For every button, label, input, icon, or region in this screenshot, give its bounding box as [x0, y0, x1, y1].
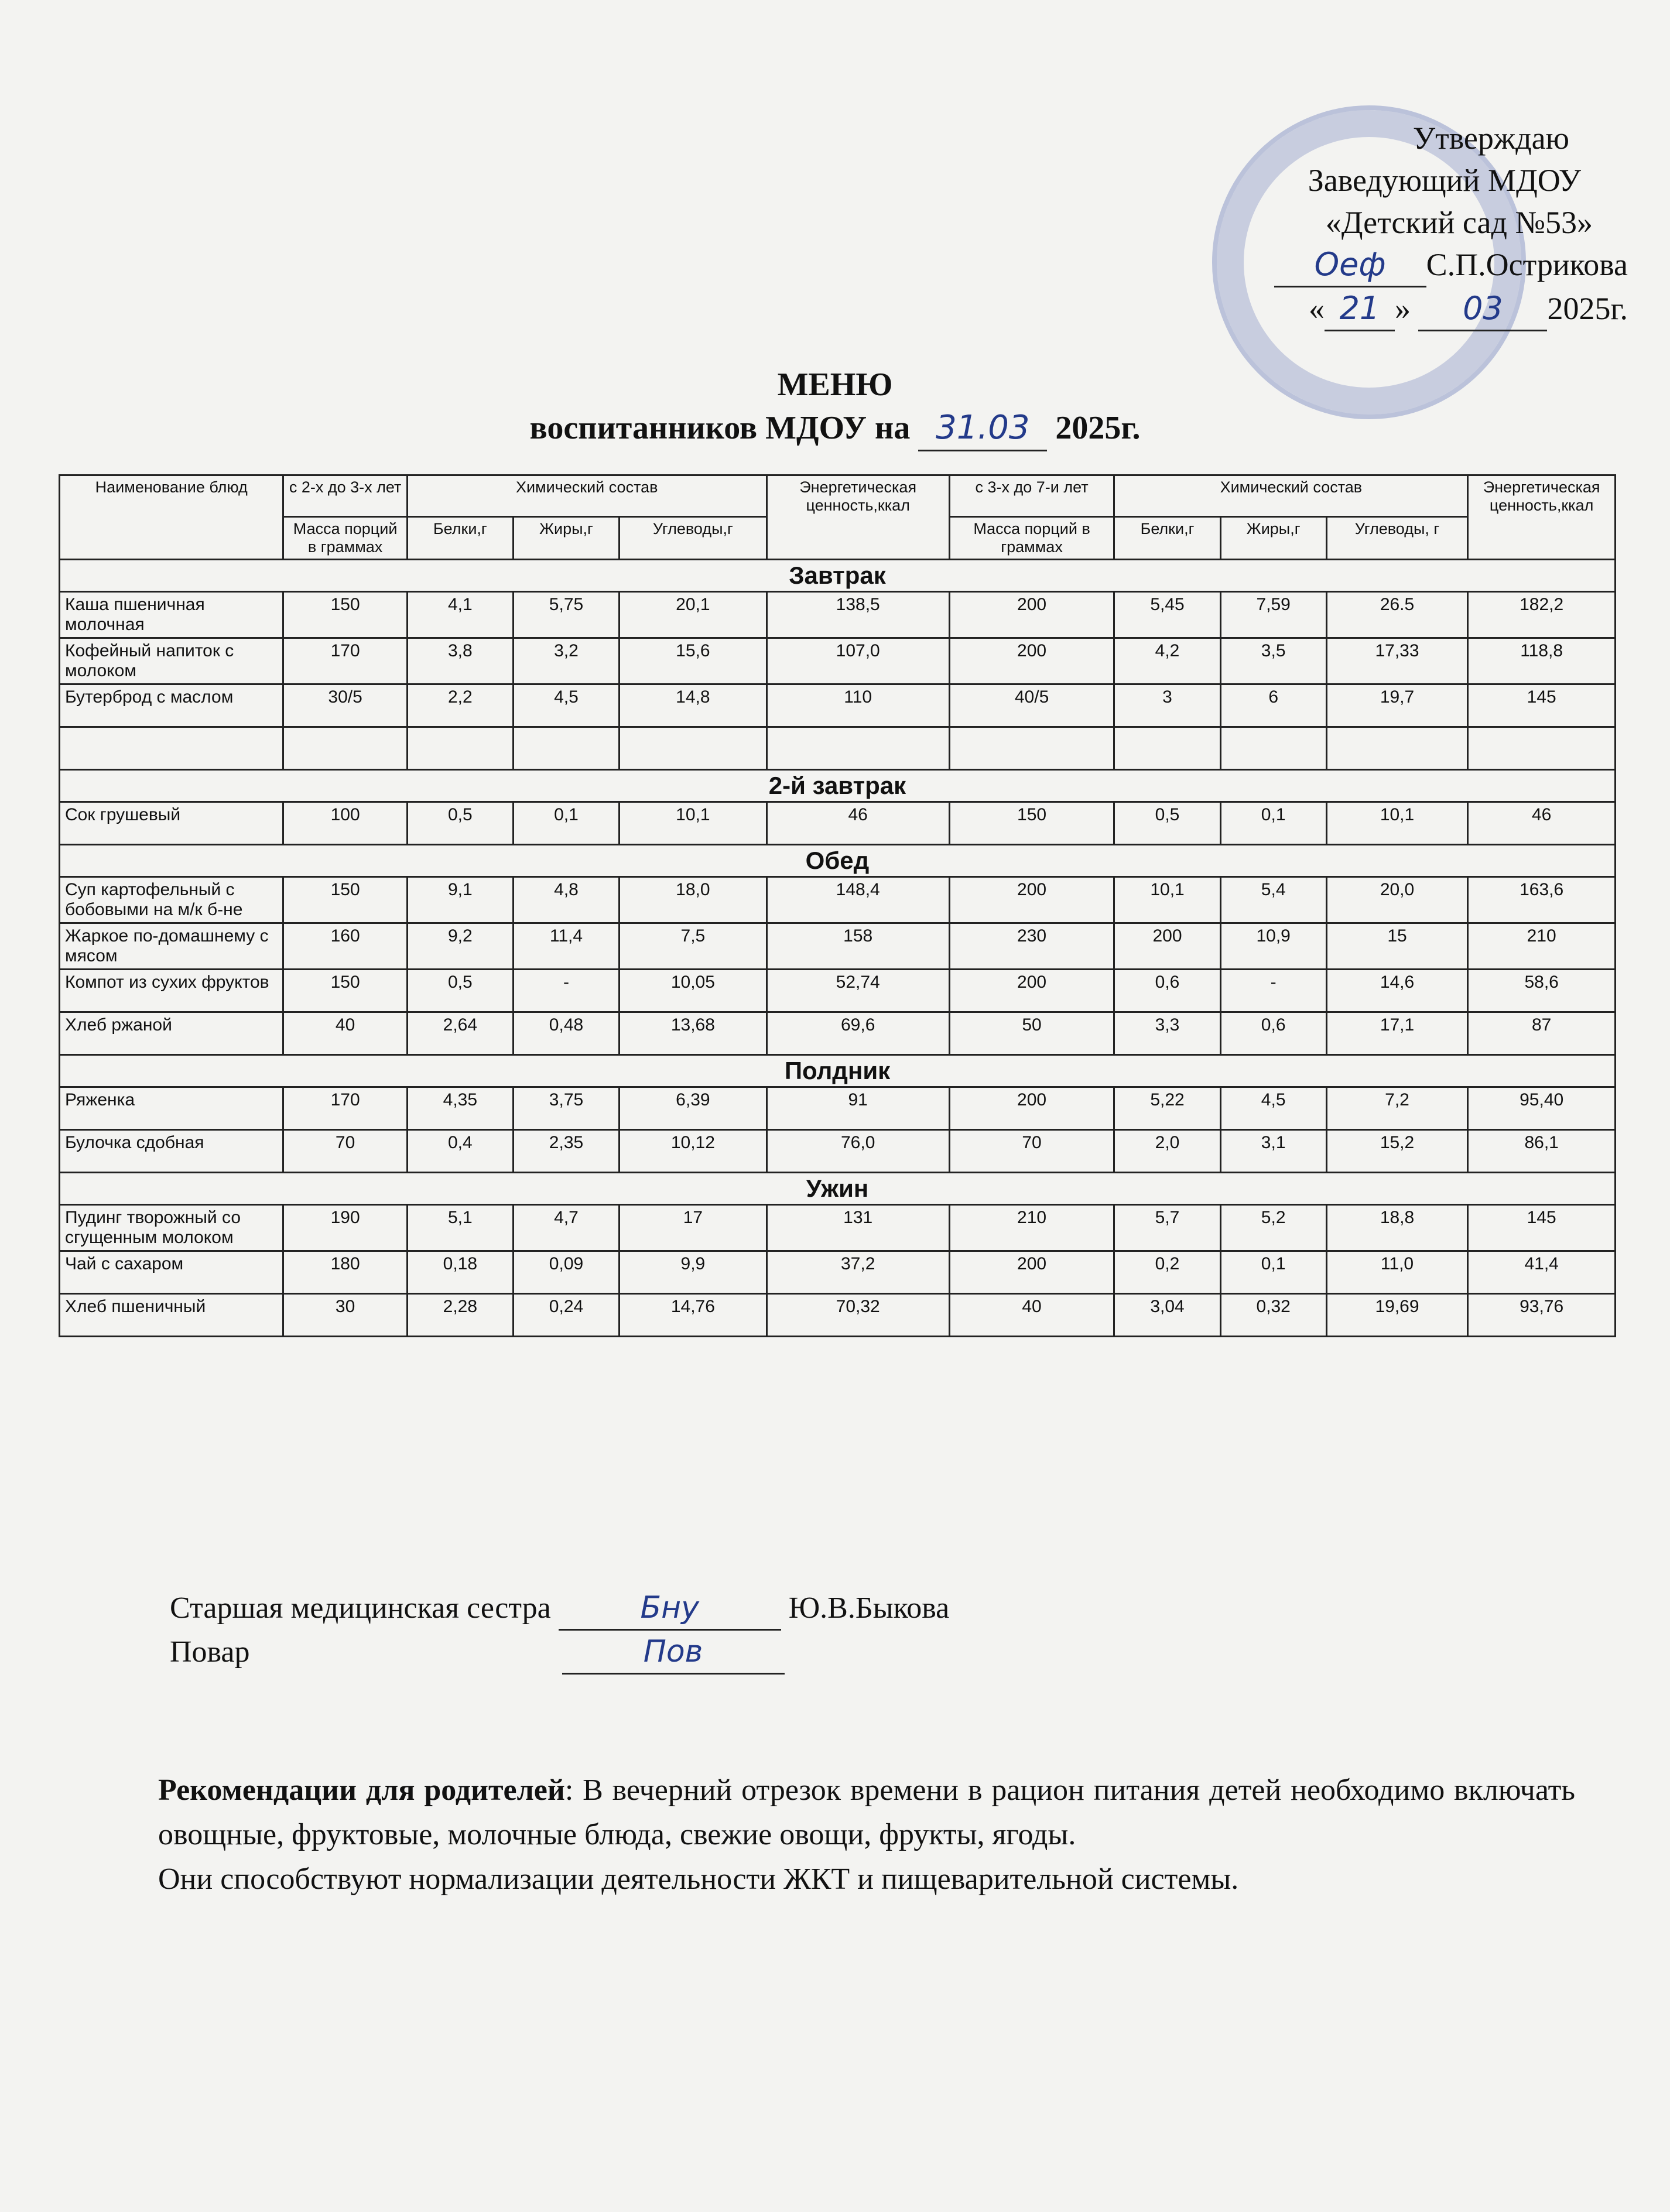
value-cell [1114, 727, 1220, 770]
value-cell: 200 [949, 877, 1114, 923]
header-carbs-1: Углеводы,г [620, 517, 767, 560]
title-suffix: 2025г. [1055, 410, 1141, 446]
value-cell: 118,8 [1468, 638, 1616, 684]
recommendation-paragraph-2: Они способствуют нормализации деятельности ЖКТ и пищеварительной системы. [158, 1862, 1239, 1896]
value-cell: 50 [949, 1012, 1114, 1055]
table-row [60, 638, 1616, 684]
dish-name-cell: Булочка сдобная [60, 1130, 283, 1173]
value-cell: 30/5 [283, 684, 407, 727]
value-cell: 0,5 [1114, 802, 1220, 845]
value-cell: 86,1 [1468, 1130, 1616, 1173]
approval-block [1218, 117, 1628, 331]
value-cell: 7,2 [1326, 1087, 1468, 1130]
value-cell: 0,1 [1220, 802, 1326, 845]
value-cell [949, 727, 1114, 770]
table-row [60, 1205, 1616, 1251]
dish-name-cell: Бутерброд с маслом [60, 684, 283, 727]
value-cell: 13,68 [620, 1012, 767, 1055]
value-cell: 40/5 [949, 684, 1114, 727]
value-cell: 4,1 [407, 592, 513, 638]
approval-line: Утверждаю [1412, 121, 1569, 156]
value-cell: 6,39 [620, 1087, 767, 1130]
dish-name-cell: Каша пшеничная молочная [60, 592, 283, 638]
value-cell [513, 727, 619, 770]
value-cell [1468, 727, 1616, 770]
dish-name-cell: Чай с сахаром [60, 1251, 283, 1294]
value-cell: 190 [283, 1205, 407, 1251]
value-cell: 14,76 [620, 1294, 767, 1337]
value-cell: 110 [766, 684, 949, 727]
value-cell: 4,5 [1220, 1087, 1326, 1130]
value-cell: 6 [1220, 684, 1326, 727]
menu-date: 31.03 [918, 406, 1047, 451]
dish-name-cell: Хлеб ржаной [60, 1012, 283, 1055]
nurse-label: Старшая медицинская сестра [170, 1591, 551, 1625]
section-row [60, 845, 1616, 877]
value-cell: 170 [283, 1087, 407, 1130]
section-title: 2-й завтрак [60, 770, 1616, 802]
value-cell: 170 [283, 638, 407, 684]
value-cell: 20,1 [620, 592, 767, 638]
value-cell: 7,59 [1220, 592, 1326, 638]
value-cell: 0,6 [1220, 1012, 1326, 1055]
value-cell: 200 [949, 638, 1114, 684]
dish-name-cell: Пудинг творожный со сгущенным молоком [60, 1205, 283, 1251]
menu-table [59, 474, 1616, 1337]
value-cell: 70 [949, 1130, 1114, 1173]
document-title [0, 363, 1670, 451]
dish-name-cell: Компот из сухих фруктов [60, 970, 283, 1012]
value-cell: 150 [283, 970, 407, 1012]
value-cell: 107,0 [766, 638, 949, 684]
value-cell: 9,9 [620, 1251, 767, 1294]
value-cell: 19,7 [1326, 684, 1468, 727]
value-cell: 2,0 [1114, 1130, 1220, 1173]
value-cell: 46 [766, 802, 949, 845]
value-cell: 93,76 [1468, 1294, 1616, 1337]
section-row [60, 770, 1616, 802]
value-cell: 100 [283, 802, 407, 845]
value-cell: 3,04 [1114, 1294, 1220, 1337]
value-cell: 95,40 [1468, 1087, 1616, 1130]
value-cell: 5,1 [407, 1205, 513, 1251]
value-cell: 14,8 [620, 684, 767, 727]
dish-name-cell: Кофейный напиток с молоком [60, 638, 283, 684]
cook-signature: Пов [562, 1631, 785, 1675]
value-cell: 230 [949, 923, 1114, 970]
value-cell: 30 [283, 1294, 407, 1337]
value-cell: 131 [766, 1205, 949, 1251]
recommendation-paragraph [158, 1768, 1575, 1857]
table-row [60, 970, 1616, 1012]
value-cell: 150 [283, 877, 407, 923]
value-cell: 0,32 [1220, 1294, 1326, 1337]
header-mass-2: Масса порций в граммах [949, 517, 1114, 560]
value-cell: 10,12 [620, 1130, 767, 1173]
value-cell: 87 [1468, 1012, 1616, 1055]
approval-signer-row [1218, 244, 1628, 287]
value-cell [620, 727, 767, 770]
value-cell: 70,32 [766, 1294, 949, 1337]
value-cell: 14,6 [1326, 970, 1468, 1012]
section-row [60, 1055, 1616, 1087]
value-cell: 200 [949, 1251, 1114, 1294]
value-cell [1220, 727, 1326, 770]
table-row [60, 592, 1616, 638]
value-cell: 0,2 [1114, 1251, 1220, 1294]
table-row [60, 1012, 1616, 1055]
value-cell: 4,8 [513, 877, 619, 923]
approval-signer: С.П.Острикова [1426, 247, 1628, 282]
value-cell: 160 [283, 923, 407, 970]
value-cell [1326, 727, 1468, 770]
value-cell: 19,69 [1326, 1294, 1468, 1337]
header-mass-1: Масса порций в граммах [283, 517, 407, 560]
value-cell: 10,1 [1326, 802, 1468, 845]
value-cell: 180 [283, 1251, 407, 1294]
value-cell: 5,2 [1220, 1205, 1326, 1251]
value-cell [283, 727, 407, 770]
value-cell: 0,5 [407, 802, 513, 845]
nurse-name: Ю.В.Быкова [788, 1591, 950, 1625]
value-cell: 200 [949, 970, 1114, 1012]
table-row [60, 802, 1616, 845]
header-chemistry-1: Химический состав [407, 475, 766, 517]
approval-date-row: « 21 » 03 2025г. [1218, 287, 1628, 331]
value-cell: 15,2 [1326, 1130, 1468, 1173]
value-cell: 40 [949, 1294, 1114, 1337]
value-cell: 0,4 [407, 1130, 513, 1173]
menu-body [60, 560, 1616, 1337]
value-cell: 15,6 [620, 638, 767, 684]
value-cell: 5,22 [1114, 1087, 1220, 1130]
value-cell: 9,2 [407, 923, 513, 970]
header-age-2-3: с 2-х до 3-х лет [283, 475, 407, 517]
signatures-block [170, 1587, 949, 1675]
section-row [60, 560, 1616, 592]
approval-position: Заведующий МДОУ [1308, 163, 1581, 198]
value-cell: 150 [949, 802, 1114, 845]
value-cell: 0,1 [513, 802, 619, 845]
section-title: Ужин [60, 1173, 1616, 1205]
header-dish-name: Наименование блюд [60, 475, 283, 560]
value-cell: 3,3 [1114, 1012, 1220, 1055]
table-row [60, 684, 1616, 727]
value-cell: - [1220, 970, 1326, 1012]
value-cell: 0,24 [513, 1294, 619, 1337]
value-cell: 210 [949, 1205, 1114, 1251]
dish-name-cell [60, 727, 283, 770]
value-cell: 91 [766, 1087, 949, 1130]
value-cell: 52,74 [766, 970, 949, 1012]
dish-name-cell: Ряженка [60, 1087, 283, 1130]
value-cell: 2,2 [407, 684, 513, 727]
table-row [60, 1251, 1616, 1294]
value-cell: 2,64 [407, 1012, 513, 1055]
title-line: МЕНЮ [777, 367, 893, 403]
value-cell: 10,1 [1114, 877, 1220, 923]
value-cell: 20,0 [1326, 877, 1468, 923]
value-cell: 182,2 [1468, 592, 1616, 638]
value-cell: 17,33 [1326, 638, 1468, 684]
value-cell: 69,6 [766, 1012, 949, 1055]
header-energy-2: Энергетическая ценность,ккал [1468, 475, 1616, 560]
value-cell: 0,5 [407, 970, 513, 1012]
value-cell: 4,5 [513, 684, 619, 727]
value-cell: 3,75 [513, 1087, 619, 1130]
value-cell: 210 [1468, 923, 1616, 970]
value-cell: 145 [1468, 684, 1616, 727]
value-cell: 0,09 [513, 1251, 619, 1294]
nurse-signature: Бну [559, 1587, 781, 1631]
value-cell: 5,75 [513, 592, 619, 638]
approval-month: 03 [1418, 287, 1547, 331]
dish-name-cell: Жаркое по-домашнему с мясом [60, 923, 283, 970]
dish-name-cell: Сок грушевый [60, 802, 283, 845]
value-cell: 18,8 [1326, 1205, 1468, 1251]
cook-label: Повар [170, 1635, 250, 1669]
value-cell: 3 [1114, 684, 1220, 727]
table-row [60, 1087, 1616, 1130]
value-cell: 148,4 [766, 877, 949, 923]
value-cell: 58,6 [1468, 970, 1616, 1012]
value-cell: 18,0 [620, 877, 767, 923]
header-protein-1: Белки,г [407, 517, 513, 560]
value-cell: 5,45 [1114, 592, 1220, 638]
value-cell: 4,2 [1114, 638, 1220, 684]
value-cell: 70 [283, 1130, 407, 1173]
value-cell: 3,1 [1220, 1130, 1326, 1173]
value-cell: 138,5 [766, 592, 949, 638]
table-row [60, 923, 1616, 970]
value-cell: 2,35 [513, 1130, 619, 1173]
header-fat-2: Жиры,г [1220, 517, 1326, 560]
value-cell: 11,4 [513, 923, 619, 970]
dish-name-cell: Хлеб пшеничный [60, 1294, 283, 1337]
value-cell: 200 [949, 592, 1114, 638]
value-cell: 46 [1468, 802, 1616, 845]
value-cell: 0,18 [407, 1251, 513, 1294]
value-cell: 158 [766, 923, 949, 970]
approval-day: 21 [1325, 287, 1395, 331]
nurse-signature-row [170, 1587, 949, 1631]
table-row [60, 1130, 1616, 1173]
value-cell: 41,4 [1468, 1251, 1616, 1294]
section-row [60, 1173, 1616, 1205]
value-cell: 150 [283, 592, 407, 638]
header-energy-1: Энергетическая ценность,ккал [766, 475, 949, 560]
value-cell: 4,7 [513, 1205, 619, 1251]
value-cell: 3,2 [513, 638, 619, 684]
value-cell: 76,0 [766, 1130, 949, 1173]
recommendation-label: Рекомендации для родителей [158, 1773, 565, 1807]
value-cell: 40 [283, 1012, 407, 1055]
value-cell: 4,35 [407, 1087, 513, 1130]
title-prefix: воспитанников МДОУ на [529, 410, 911, 446]
value-cell: 145 [1468, 1205, 1616, 1251]
table-row [60, 877, 1616, 923]
cook-signature-row [170, 1631, 949, 1675]
value-cell: 200 [949, 1087, 1114, 1130]
value-cell: 0,1 [1220, 1251, 1326, 1294]
value-cell: 9,1 [407, 877, 513, 923]
value-cell: 7,5 [620, 923, 767, 970]
value-cell: 5,4 [1220, 877, 1326, 923]
table-row [60, 1294, 1616, 1337]
section-title: Завтрак [60, 560, 1616, 592]
value-cell: 163,6 [1468, 877, 1616, 923]
director-signature: Оеф [1274, 244, 1426, 287]
recommendation-block [158, 1768, 1575, 1902]
value-cell: 3,8 [407, 638, 513, 684]
value-cell: 3,5 [1220, 638, 1326, 684]
dish-name-cell: Суп картофельный с бобовыми на м/к б-не [60, 877, 283, 923]
value-cell: - [513, 970, 619, 1012]
value-cell: 15 [1326, 923, 1468, 970]
header-protein-2: Белки,г [1114, 517, 1220, 560]
header-chemistry-2: Химический состав [1114, 475, 1468, 517]
value-cell: 200 [1114, 923, 1220, 970]
section-title: Полдник [60, 1055, 1616, 1087]
header-carbs-2: Углеводы, г [1326, 517, 1468, 560]
value-cell: 10,9 [1220, 923, 1326, 970]
title-subline [0, 406, 1670, 451]
value-cell: 26.5 [1326, 592, 1468, 638]
section-title: Обед [60, 845, 1616, 877]
value-cell: 17,1 [1326, 1012, 1468, 1055]
table-row [60, 727, 1616, 770]
value-cell: 10,05 [620, 970, 767, 1012]
header-fat-1: Жиры,г [513, 517, 619, 560]
value-cell [766, 727, 949, 770]
value-cell: 37,2 [766, 1251, 949, 1294]
value-cell [407, 727, 513, 770]
recommendation-text: : В вечерний отрезок времени в рацион питания детей необходимо включать овощные, фруктовые, молочные блюда, свежие овощи, фрукты, ягоды. [158, 1773, 1576, 1851]
value-cell: 0,48 [513, 1012, 619, 1055]
value-cell: 0,6 [1114, 970, 1220, 1012]
value-cell: 10,1 [620, 802, 767, 845]
approval-organization: «Детский сад №53» [1325, 205, 1593, 240]
approval-year: 2025г. [1547, 291, 1628, 326]
value-cell: 5,7 [1114, 1205, 1220, 1251]
value-cell: 2,28 [407, 1294, 513, 1337]
value-cell: 17 [620, 1205, 767, 1251]
header-age-3-7: с 3-х до 7-и лет [949, 475, 1114, 517]
value-cell: 11,0 [1326, 1251, 1468, 1294]
